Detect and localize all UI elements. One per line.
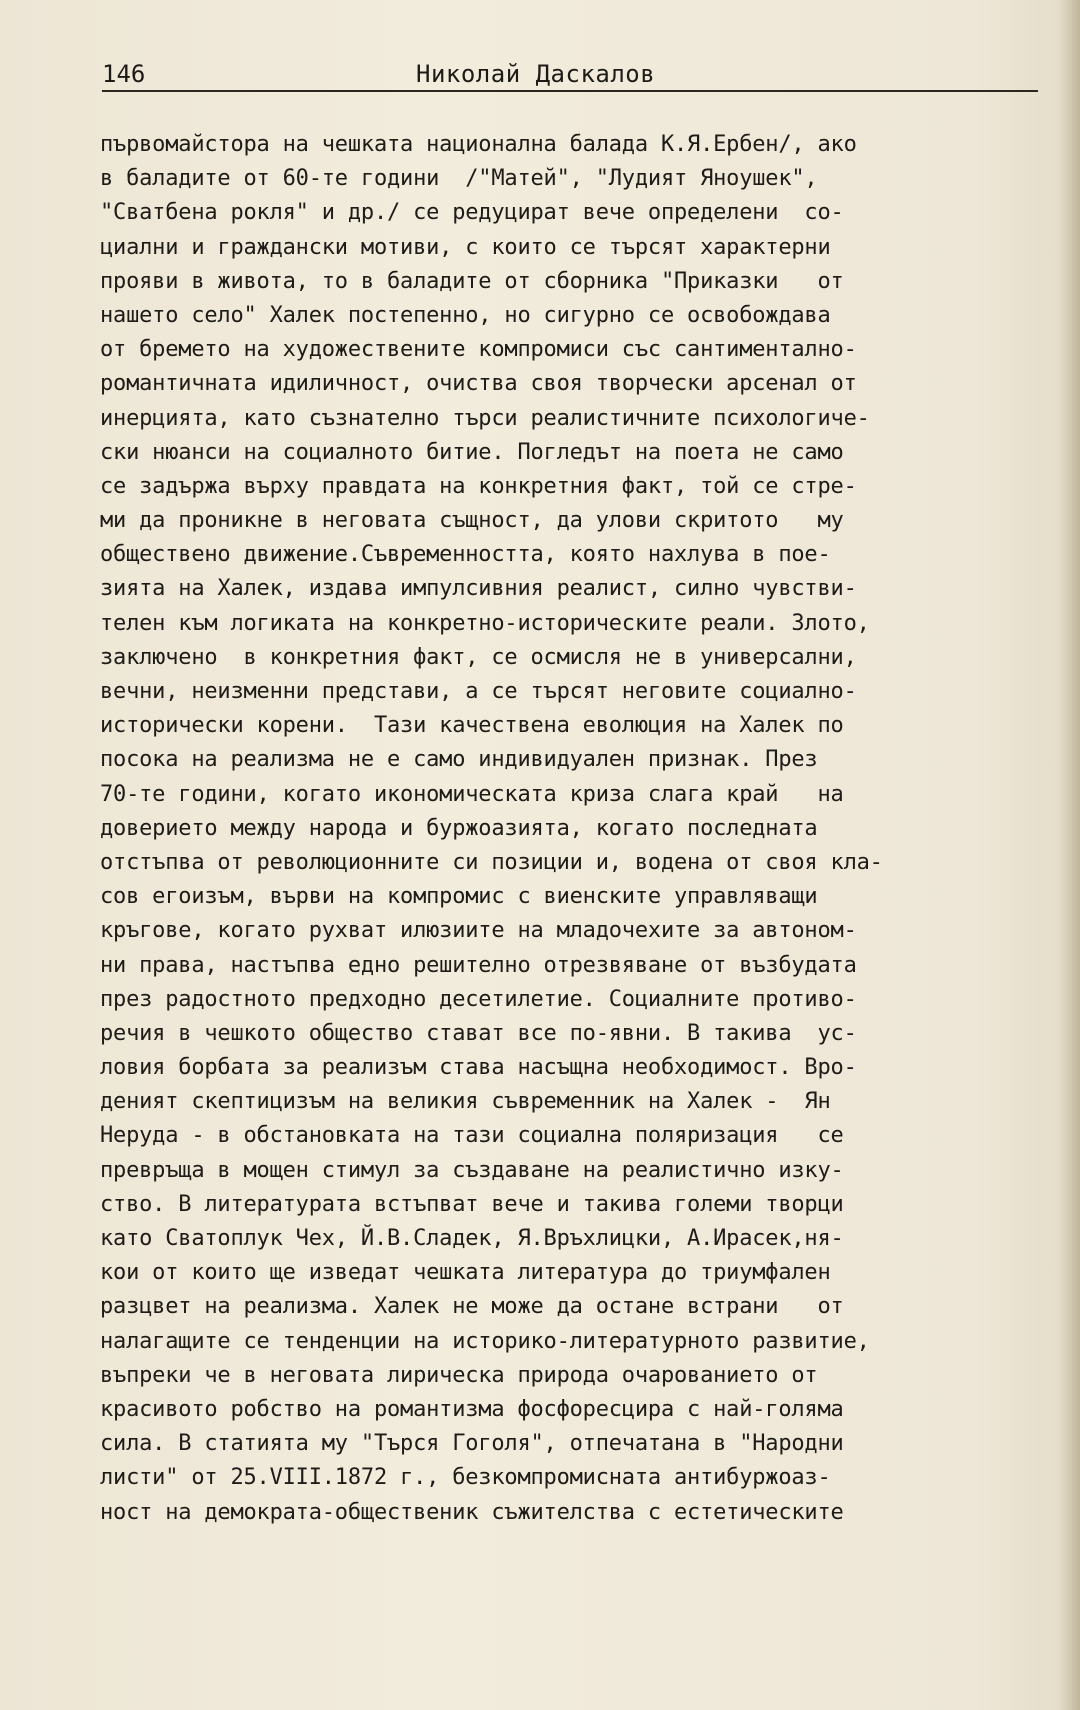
- text-line: исторически корени. Тази качествена еволюция на Халек по: [100, 713, 844, 739]
- text-line: сила. В статията му "Търся Гоголя", отпечатана в "Народни: [100, 1431, 844, 1457]
- text-line: доверието между народа и буржоазията, когато последната: [100, 815, 818, 841]
- page-header: [102, 56, 1038, 90]
- text-line: от бремето на художествените компромиси със сантиментално-: [100, 337, 857, 363]
- text-line: нашето село" Халек постепенно, но сигурно се освобождава: [100, 302, 831, 328]
- text-line: обществено движение.Съвременността, която нахлува в пое-: [100, 542, 831, 568]
- text-line: превръща в мощен стимул за създаване на реалистично изку-: [100, 1157, 844, 1183]
- text-line: заключено в конкретния факт, се осмисля не в универсални,: [100, 644, 857, 670]
- text-line: посока на реализма не е само индивидуален признак. През: [100, 747, 818, 773]
- page-edge-shadow: [1058, 0, 1080, 1710]
- text-line: разцвет на реализма. Халек не може да остане встрани от: [100, 1294, 844, 1320]
- text-line: "Сватбена рокля" и др./ се редуцират вече определени со-: [100, 200, 844, 226]
- text-line: като Сватоплук Чех, Й.В.Сладек, Я.Връхлицки, А.Ирасек,ня-: [100, 1226, 844, 1251]
- text-line: кои от които ще изведат чешката литература до триумфален: [100, 1260, 831, 1286]
- text-line: ловия борбата за реализъм става насъщна необходимост. Вро-: [100, 1055, 857, 1081]
- text-line: ски нюанси на социалното битие. Погледът на поета не само: [100, 439, 844, 465]
- text-line: през радостното предходно десетилетие. Социалните противо-: [100, 986, 857, 1012]
- text-line: прояви в живота, то в баладите от сборника "Приказки от: [100, 268, 844, 294]
- text-line: сов егоизъм, върви на компромис с виенските управляващи: [100, 884, 818, 910]
- text-line: телен към логиката на конкретно-историческите реали. Злото,: [100, 610, 870, 636]
- text-line: налагащите се тенденции на историко-литературното развитие,: [100, 1328, 870, 1354]
- text-line: ство. В литературата встъпват вече и такива големи творци: [100, 1191, 844, 1217]
- text-line: романтичната идиличност, очиства своя творчески арсенал от: [100, 371, 857, 397]
- body-text: [100, 128, 1060, 1530]
- text-line: речия в чешкото общество стават все по-явни. В такива ус-: [100, 1020, 857, 1046]
- page-number: 146: [102, 60, 146, 88]
- text-line: ни права, настъпва едно решително отрезвяване от възбудата: [100, 952, 857, 978]
- text-line: в баладите от 60-те години /"Матей", "Лудият Яноушек",: [100, 166, 818, 192]
- text-line: въпреки че в неговата лирическа природа очарованието от: [100, 1362, 818, 1388]
- text-line: деният скептицизъм на великия съвременник на Халек - Ян: [100, 1089, 831, 1115]
- text-line: кръгове, когато рухват илюзиите на младочехите за автоном-: [100, 918, 857, 944]
- running-title: Николай Даскалов: [416, 60, 656, 88]
- text-line: 70-те години, когато икономическата криза слага край на: [100, 781, 844, 807]
- text-line: първомайстора на чешката национална балада К.Я.Ербен/, ако: [100, 132, 857, 157]
- text-line: красивото робство на романтизма фосфоресцира с най-голяма: [100, 1396, 844, 1422]
- text-line: листи" от 25.VIII.1872 г., безкомпромисната антибуржоаз-: [100, 1465, 831, 1491]
- text-line: вечни, неизменни представи, а се търсят неговите социално-: [100, 679, 857, 704]
- text-line: отстъпва от революционните си позиции и, водена от своя кла-: [100, 849, 883, 875]
- text-line: ност на демократа-общественик съжителства с естетическите: [100, 1499, 844, 1525]
- header-rule: [102, 90, 1038, 92]
- text-line: инерцията, като съзнателно търси реалистичните психологиче-: [100, 405, 870, 431]
- text-line: се задържа върху правдата на конкретния факт, той се стре-: [100, 473, 857, 499]
- text-line: зията на Халек, издава импулсивния реалист, силно чувстви-: [100, 576, 857, 602]
- text-line: ми да проникне в неговата същност, да улови скритото му: [100, 508, 844, 534]
- text-line: Неруда - в обстановката на тази социална поляризация се: [100, 1123, 844, 1149]
- text-line: циални и граждански мотиви, с които се търсят характерни: [100, 234, 831, 260]
